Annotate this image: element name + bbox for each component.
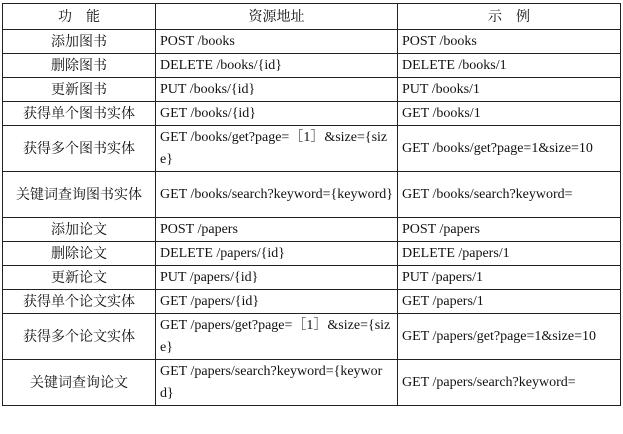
example-cell: POST /papers [398, 218, 621, 242]
example-cell: DELETE /books/1 [398, 54, 621, 78]
path-cell: PUT /books/{id} [156, 78, 398, 102]
example-cell: POST /books [398, 30, 621, 54]
example-cell: GET /books/search?keyword= [398, 172, 621, 218]
table-row [3, 218, 621, 242]
path-cell: GET /papers/search?keyword={keyword} [156, 360, 398, 406]
table-row [3, 266, 621, 290]
function-cell: 关键词查询论文 [3, 360, 156, 406]
header-function: 功 能 [3, 4, 156, 30]
function-cell: 获得单个论文实体 [3, 290, 156, 314]
example-cell: DELETE /papers/1 [398, 242, 621, 266]
table-row [3, 290, 621, 314]
example-cell: GET /papers/1 [398, 290, 621, 314]
table-row [3, 360, 621, 406]
path-cell: DELETE /papers/{id} [156, 242, 398, 266]
table-row [3, 172, 621, 218]
example-cell: PUT /books/1 [398, 78, 621, 102]
path-cell: POST /books [156, 30, 398, 54]
table-row [3, 30, 621, 54]
path-cell: PUT /papers/{id} [156, 266, 398, 290]
example-cell: GET /papers/get?page=1&size=10 [398, 314, 621, 360]
example-cell: GET /books/get?page=1&size=10 [398, 126, 621, 172]
table-row [3, 102, 621, 126]
function-cell: 关键词查询图书实体 [3, 172, 156, 218]
example-cell: GET /books/1 [398, 102, 621, 126]
function-cell: 获得多个论文实体 [3, 314, 156, 360]
function-cell: 删除图书 [3, 54, 156, 78]
path-cell: GET /papers/get?page=［1］&size={size} [156, 314, 398, 360]
path-cell: GET /books/{id} [156, 102, 398, 126]
header-path: 资源地址 [156, 4, 398, 30]
table-header-row [3, 4, 621, 30]
example-cell: GET /papers/search?keyword= [398, 360, 621, 406]
path-cell: POST /papers [156, 218, 398, 242]
table-row [3, 242, 621, 266]
table-row [3, 78, 621, 102]
example-cell: PUT /papers/1 [398, 266, 621, 290]
path-cell: GET /books/search?keyword={keyword} [156, 172, 398, 218]
header-example: 示 例 [398, 4, 621, 30]
function-cell: 获得单个图书实体 [3, 102, 156, 126]
path-cell: DELETE /books/{id} [156, 54, 398, 78]
table-row [3, 126, 621, 172]
function-cell: 删除论文 [3, 242, 156, 266]
function-cell: 更新图书 [3, 78, 156, 102]
function-cell: 添加论文 [3, 218, 156, 242]
table-body [3, 30, 621, 406]
function-cell: 获得多个图书实体 [3, 126, 156, 172]
table-row [3, 54, 621, 78]
function-cell: 更新论文 [3, 266, 156, 290]
path-cell: GET /books/get?page=［1］&size={size} [156, 126, 398, 172]
path-cell: GET /papers/{id} [156, 290, 398, 314]
api-table [2, 3, 621, 406]
table-row [3, 314, 621, 360]
function-cell: 添加图书 [3, 30, 156, 54]
